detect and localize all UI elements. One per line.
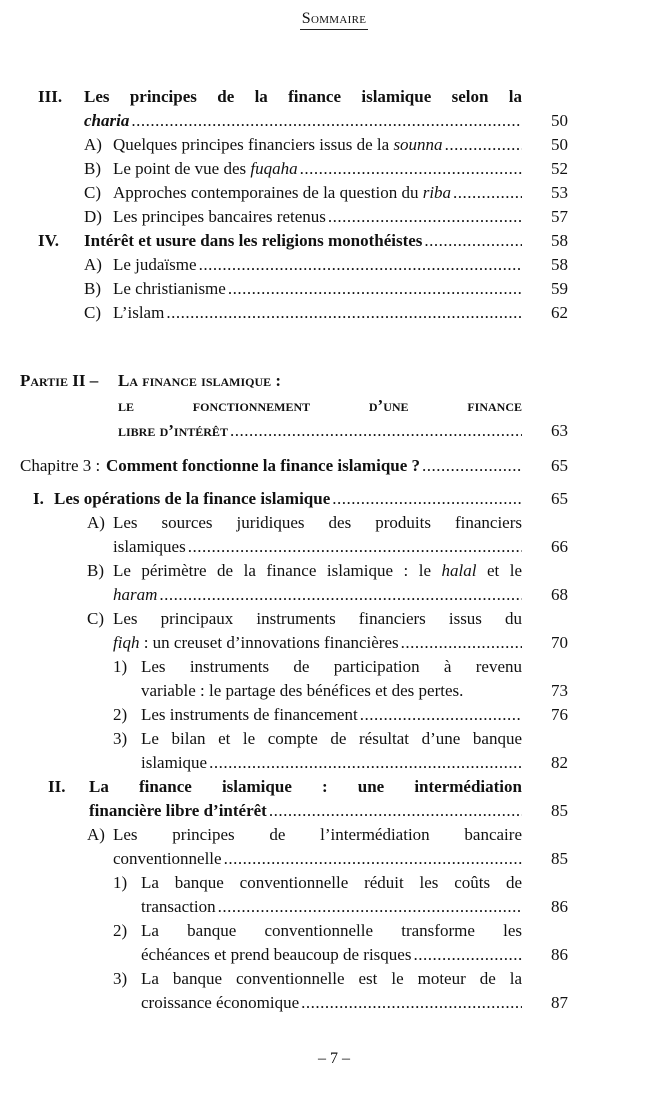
entry-line	[0, 631, 668, 655]
entry-line	[0, 847, 668, 871]
toc-entry[interactable]	[0, 181, 668, 205]
entry-label: 2)	[113, 705, 128, 724]
entry-text: Le judaïsme	[113, 255, 197, 274]
entry-label: 1)	[113, 873, 128, 892]
page-ref: 85	[551, 801, 568, 820]
toc-entry[interactable]	[0, 607, 668, 655]
entry-text: fiqh	[113, 633, 140, 652]
page-ref: 86	[551, 897, 568, 916]
entry-line	[0, 454, 668, 478]
toc-entry[interactable]	[0, 511, 668, 559]
entry-text: islamique	[141, 753, 208, 772]
page-ref: 82	[551, 753, 568, 772]
dot-leader	[360, 703, 522, 727]
page-ref: 68	[551, 585, 568, 604]
entry-label: B)	[84, 159, 101, 178]
toc-entry[interactable]	[0, 703, 668, 727]
entry-label: C)	[84, 183, 101, 202]
dot-leader	[300, 157, 522, 181]
entry-text: L’islam	[113, 303, 165, 322]
page-ref: 50	[551, 135, 568, 154]
page-ref: 87	[551, 993, 568, 1012]
toc-entry[interactable]	[0, 253, 668, 277]
entry-label: 2)	[113, 921, 128, 940]
entry-text: Les principes bancaires retenus	[113, 207, 326, 226]
entry-label: A)	[84, 135, 102, 154]
dot-leader	[224, 847, 522, 871]
page-ref: 85	[551, 849, 568, 868]
entry-line	[0, 419, 668, 444]
running-header	[0, 8, 668, 30]
dot-leader	[328, 205, 522, 229]
entry-line	[0, 895, 668, 919]
page-number: – 7 –	[318, 1050, 350, 1067]
entry-line	[0, 487, 668, 511]
entry-label: III.	[38, 87, 63, 106]
entry-line	[0, 655, 668, 679]
entry-text: Les instruments de financement	[141, 705, 358, 724]
page-ref: 58	[551, 255, 568, 274]
entry-label: B)	[87, 561, 104, 580]
entry-line	[0, 679, 668, 703]
toc-entry[interactable]	[0, 727, 668, 775]
entry-line	[0, 583, 668, 607]
entry-label: 1)	[113, 657, 128, 676]
dot-leader	[422, 454, 522, 478]
dot-leader	[131, 109, 522, 133]
entry-text: La banque conventionnelle transforme les	[141, 921, 522, 940]
toc-entry[interactable]	[0, 229, 668, 253]
page-ref: 86	[551, 945, 568, 964]
entry-label: Partie II –	[20, 371, 99, 390]
entry-line	[0, 133, 668, 157]
entry-text: et le	[476, 561, 522, 580]
entry-label: D)	[84, 207, 102, 226]
entry-line	[0, 181, 668, 205]
page-ref: 66	[551, 537, 568, 556]
entry-label: 3)	[113, 969, 128, 988]
entry-text: Comment fonctionne la finance islamique ?	[106, 456, 421, 475]
toc-entry[interactable]	[0, 454, 668, 478]
entry-line	[0, 535, 668, 559]
entry-line	[0, 205, 668, 229]
entry-text: libre d’intérêt	[118, 421, 228, 440]
page-ref: 63	[551, 421, 568, 440]
entry-text: Le point de vue des	[113, 159, 251, 178]
entry-label: A)	[84, 255, 102, 274]
page-ref: 62	[551, 303, 568, 322]
entry-text: variable : le partage des bénéfices et des pertes.	[141, 681, 464, 700]
entry-label: A)	[87, 513, 105, 532]
toc-entry[interactable]	[0, 85, 668, 133]
toc-entry[interactable]	[0, 919, 668, 967]
entry-line	[0, 919, 668, 943]
entry-text: haram	[113, 585, 158, 604]
entry-text: Le christianisme	[113, 279, 226, 298]
page-ref: 58	[551, 231, 568, 250]
entry-label: 3)	[113, 729, 128, 748]
entry-text: Les principes de la finance islamique selon la	[84, 87, 522, 106]
entry-text: financière libre d’intérêt	[89, 801, 267, 820]
entry-line	[0, 991, 668, 1015]
entry-text: islamiques	[113, 537, 186, 556]
entry-text: La banque conventionnelle réduit les coûts de	[141, 873, 522, 892]
entry-line	[0, 751, 668, 775]
entry-line	[0, 607, 668, 631]
entry-line	[0, 253, 668, 277]
page-ref: 70	[551, 633, 568, 652]
entry-label: C)	[87, 609, 104, 628]
entry-text: Les instruments de participation à revenu	[141, 657, 522, 676]
page-ref: 57	[551, 207, 568, 226]
entry-text: conventionnelle	[113, 849, 222, 868]
entry-line	[0, 109, 668, 133]
entry-line	[0, 394, 668, 419]
toc-entry[interactable]	[0, 967, 668, 1015]
dot-leader	[218, 895, 522, 919]
dot-leader	[453, 181, 522, 205]
entry-line	[0, 85, 668, 109]
page-ref: 53	[551, 183, 568, 202]
entry-label: IV.	[38, 231, 59, 250]
entry-text: Approches contemporaines de la question du	[113, 183, 423, 202]
toc-entry[interactable]	[0, 133, 668, 157]
dot-leader	[166, 301, 522, 325]
page-ref: 65	[551, 489, 568, 508]
dot-leader	[228, 277, 522, 301]
entry-line	[0, 967, 668, 991]
entry-line	[0, 277, 668, 301]
toc-entry[interactable]	[0, 559, 668, 607]
entry-text: Le périmètre de la finance islamique : le	[113, 561, 442, 580]
entry-text: Quelques principes financiers issus de la	[113, 135, 394, 154]
page-ref: 59	[551, 279, 568, 298]
entry-text: Les opérations de la finance islamique	[54, 489, 331, 508]
page-ref: 76	[551, 705, 568, 724]
header-title: Sommaire	[300, 10, 368, 30]
entry-text: La finance islamique : une intermédiation	[89, 777, 522, 796]
entry-line	[0, 871, 668, 895]
entry-label: Chapitre 3 :	[20, 456, 101, 475]
entry-line	[0, 799, 668, 823]
toc-entry[interactable]	[0, 369, 668, 444]
entry-line	[0, 823, 668, 847]
entry-line	[0, 229, 668, 253]
entry-line	[0, 727, 668, 751]
entry-label: B)	[84, 279, 101, 298]
table-of-contents	[0, 85, 668, 1015]
entry-text: La banque conventionnelle est le moteur de la	[141, 969, 522, 988]
toc-entry[interactable]	[0, 871, 668, 919]
dot-leader	[269, 799, 522, 823]
entry-text: La finance islamique :	[118, 371, 282, 390]
page-ref: 65	[551, 456, 568, 475]
dot-leader	[424, 229, 522, 253]
toc-entry[interactable]	[0, 301, 668, 325]
toc-entry[interactable]	[0, 205, 668, 229]
dot-leader	[230, 419, 522, 443]
entry-text: le fonctionnement d’une finance	[118, 396, 522, 415]
toc-entry[interactable]	[0, 823, 668, 871]
dot-leader	[199, 253, 522, 277]
entry-label: A)	[87, 825, 105, 844]
toc-entry[interactable]	[0, 655, 668, 703]
entry-text: Les principaux instruments financiers issus du	[113, 609, 522, 628]
entry-text: halal	[441, 561, 477, 580]
page-ref: 50	[551, 111, 568, 130]
dot-leader	[209, 751, 522, 775]
dot-leader	[159, 583, 522, 607]
entry-line	[0, 943, 668, 967]
entry-text: : un creuset d’innovations financières	[139, 633, 399, 652]
toc-entry[interactable]	[0, 157, 668, 181]
entry-label: C)	[84, 303, 101, 322]
entry-text: Le bilan et le compte de résultat d’une banque	[141, 729, 522, 748]
entry-line	[0, 511, 668, 535]
entry-text: Les principes de l’intermédiation bancaire	[113, 825, 522, 844]
entry-text: fuqaha	[250, 159, 298, 178]
entry-label: II.	[48, 777, 66, 796]
dot-leader	[413, 943, 522, 967]
dot-leader	[401, 631, 522, 655]
entry-text: riba	[422, 183, 452, 202]
toc-entry[interactable]	[0, 775, 668, 823]
dot-leader	[445, 133, 522, 157]
entry-text: Les sources juridiques des produits financiers	[113, 513, 522, 532]
entry-label: I.	[33, 489, 44, 508]
entry-text: sounna	[393, 135, 443, 154]
dot-leader	[301, 991, 522, 1015]
dot-leader	[332, 487, 522, 511]
entry-text: charia	[84, 111, 130, 130]
entry-text: transaction	[141, 897, 216, 916]
entry-text: échéances et prend beaucoup de risques	[141, 945, 412, 964]
entry-line	[0, 559, 668, 583]
entry-line	[0, 703, 668, 727]
entry-text: Intérêt et usure dans les religions monothéistes	[84, 231, 423, 250]
entry-line	[0, 775, 668, 799]
entry-line	[0, 369, 668, 394]
entry-text: croissance économique	[141, 993, 300, 1012]
dot-leader	[188, 535, 522, 559]
entry-line	[0, 157, 668, 181]
toc-entry[interactable]	[0, 487, 668, 511]
page-ref: 52	[551, 159, 568, 178]
page-ref: 73	[551, 681, 568, 700]
toc-entry[interactable]	[0, 277, 668, 301]
entry-line	[0, 301, 668, 325]
